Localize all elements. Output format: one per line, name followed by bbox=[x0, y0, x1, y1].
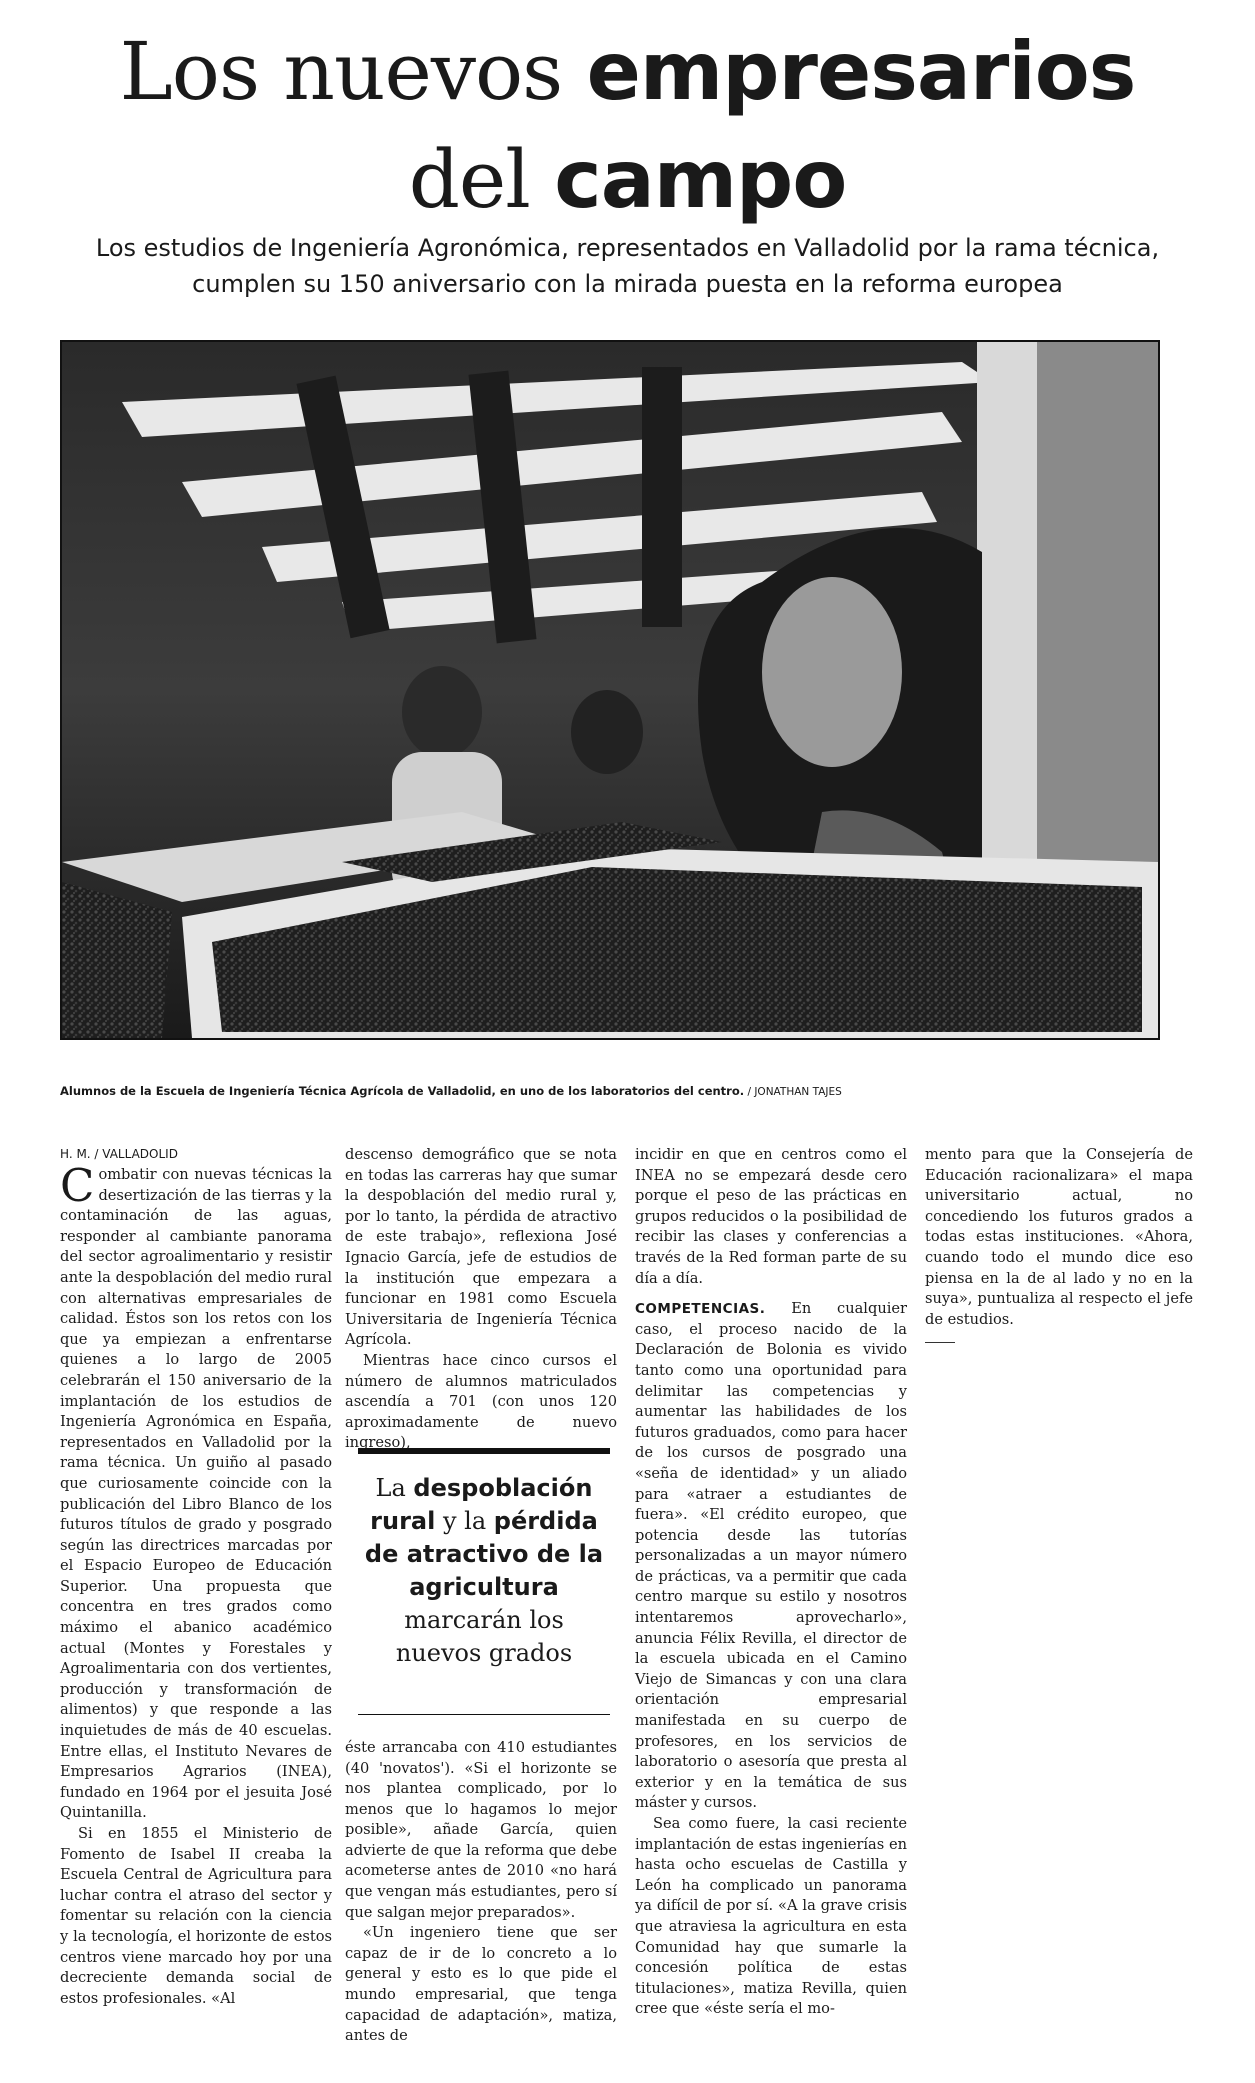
column-3 bbox=[635, 1145, 907, 2020]
paragraph: descenso demográfico que se nota en todas las carreras hay que sumar la despoblación del medio rural y, por lo tanto, la pérdida de atractivo de este trabajo», reflexiona José Ignacio García, jefe de estudios de la institución que empezara a funcionar en 1981 como Escuela Universitaria de Ingeniería Técnica Agrícola. bbox=[345, 1146, 617, 1349]
paragraph: Si en 1855 el Ministerio de Fomento de Isabel II creaba la Escuela Central de Agricultura para luchar contra el atraso del sector y fomentar su relación con la ciencia y la tecnología, el horizonte de estos centros viene marcado hoy por una decreciente demanda social de estos profesionales. «Al bbox=[60, 1825, 332, 2007]
headline-line-2 bbox=[0, 126, 1255, 234]
paragraph bbox=[635, 1299, 907, 1814]
headline-light-1: Los nuevos bbox=[119, 25, 563, 118]
photo-credit: / JONATHAN TAJES bbox=[744, 1086, 842, 1098]
headline-light-2: del bbox=[408, 133, 530, 226]
paragraph: «Un ingeniero tiene que ser capaz de ir de lo concreto a lo general y esto es lo que pide el mundo empresarial, que tenga capacidad de adaptación», matiza, antes de bbox=[345, 1924, 617, 2045]
pullquote-text: y la bbox=[435, 1507, 494, 1535]
section-heading: COMPETENCIAS. bbox=[635, 1301, 766, 1318]
headline-line-1 bbox=[0, 18, 1255, 126]
pullquote-text: La bbox=[375, 1474, 414, 1502]
paragraph: Mientras hace cinco cursos el número de alumnos matriculados ascendía a 701 (con unos 120 aproximadamente de nuevo ingreso), bbox=[345, 1351, 617, 1452]
paragraph: éste arrancaba con 410 estudiantes (40 'novatos'). «Si el horizonte se nos plantea complicado, por lo menos que lo hagamos lo mejor posible», añade García, quien advierte de que la reforma que debe acometerse antes de 2010 «no hará que vengan más estudiantes, pero sí que salgan mejor preparados». bbox=[345, 1738, 617, 1921]
headline-bold-1: empresarios bbox=[586, 25, 1136, 118]
headline bbox=[0, 18, 1255, 234]
headline-bold-2: campo bbox=[554, 133, 847, 226]
column-1 bbox=[60, 1145, 332, 2009]
pullquote-text: marcarán los nuevos grados bbox=[395, 1606, 573, 1667]
paragraph-text: ombatir con nuevas técnicas la desertización de las tierras y la contaminación de las aguas, responder al cambiante panorama del sector agroalimentario y resistir ante la despoblación del medio rural con alternativas empresariales de calidad. Éstos son los retos con los que ya empiezan a enfrentarse quienes a lo largo de 2005 celebrarán el 150 aniversario de la implantación de los estudios de Ingeniería Agronómica en España, representados en Valladolid por la rama técnica. Un guiño al pasado que curiosamente coincide con la publicación del Libro Blanco de los futuros títulos de grado y posgrado según las directrices marcadas por el Espacio Europeo de Educación Superior. Una propuesta que concentra en tres grados como máximo el abanico académico actual (Montes y Forestales y Agroalimentaria con dos vertientes, producción y transformación de alimentos) y que responde a las inquietudes de más de 40 escuelas. Entre ellas, el Instituto Nevares de Empresarios Agrarios (INEA), fundado en 1964 por el jesuita José Quintanilla. bbox=[60, 1166, 332, 1822]
subtitle: Los estudios de Ingeniería Agronómica, representados en Valladolid por la rama técnica, cumplen su 150 aniversario con la mirada puesta en la reforma europea bbox=[95, 234, 1160, 298]
pullquote-bottom-rule bbox=[358, 1714, 610, 1715]
pullquote-bold: despoblación rural bbox=[370, 1474, 593, 1535]
article-photo bbox=[60, 340, 1160, 1040]
photo-caption bbox=[60, 1083, 1160, 1100]
paragraph: incidir en que en centros como el INEA no se empezará desde cero porque el peso de las prácticas en grupos reducidos o la posibilidad de recibir las clases y conferencias a través de la Red forman parte de su día a día. bbox=[635, 1146, 907, 1287]
byline: H. M. / VALLADOLID bbox=[60, 1147, 178, 1161]
paragraph: mento para que la Consejería de Educación racionalizara» el mapa universitario actual, no concediendo los futuros grados a todas estas instituciones. «Ahora, cuando todo el mundo dice eso piensa en la de al lado y no en la suya», puntualiza al respecto el jefe de estudios. bbox=[925, 1146, 1193, 1328]
caption-text: Alumnos de la Escuela de Ingeniería Técnica Agrícola de Valladolid, en uno de los laboratorios del centro. bbox=[60, 1084, 745, 1098]
pull-quote bbox=[358, 1448, 610, 1670]
paragraph bbox=[60, 1159, 332, 1824]
drop-cap: C bbox=[60, 1159, 95, 1212]
column-4 bbox=[925, 1145, 1193, 1330]
end-mark bbox=[925, 1342, 955, 1343]
paragraph-text: En cualquier caso, el proceso nacido de la Declaración de Bolonia es vivido tanto como una oportunidad para delimitar las competencias y aumentar las habilidades de los futuros graduados, como para hacer de los cursos de posgrado una «seña de identidad» y un aliado para «atraer a estudiantes de fuera». «El crédito europeo, que potencia desde las tutorías personalizadas a un mayor número de prácticas, va a permitir que cada centro marque su estilo y nosotros intentaremos aprovecharlo», anuncia Félix Revilla, el director de la escuela ubicada en el Camino Viejo de Simancas y con una clara orientación empresarial manifestada en su cuerpo de profesores, en los servicios de laboratorio o asesoría que presta al exterior y en la temática de sus máster y cursos. bbox=[635, 1300, 907, 1812]
paragraph: Sea como fuere, la casi reciente implantación de estas ingenierías en hasta ocho escuelas de Castilla y León ha complicado un panorama ya difícil de por sí. «A la grave crisis que atraviesa la agricultura en esta Comunidad hay que sumarle la concesión política de estas titulaciones», matiza Revilla, quien cree que «éste sería el mo- bbox=[635, 1815, 907, 2018]
pullquote-bold: pérdida de atractivo de la agricultura bbox=[364, 1507, 604, 1601]
laboratory-photo-illustration bbox=[62, 342, 1158, 1038]
